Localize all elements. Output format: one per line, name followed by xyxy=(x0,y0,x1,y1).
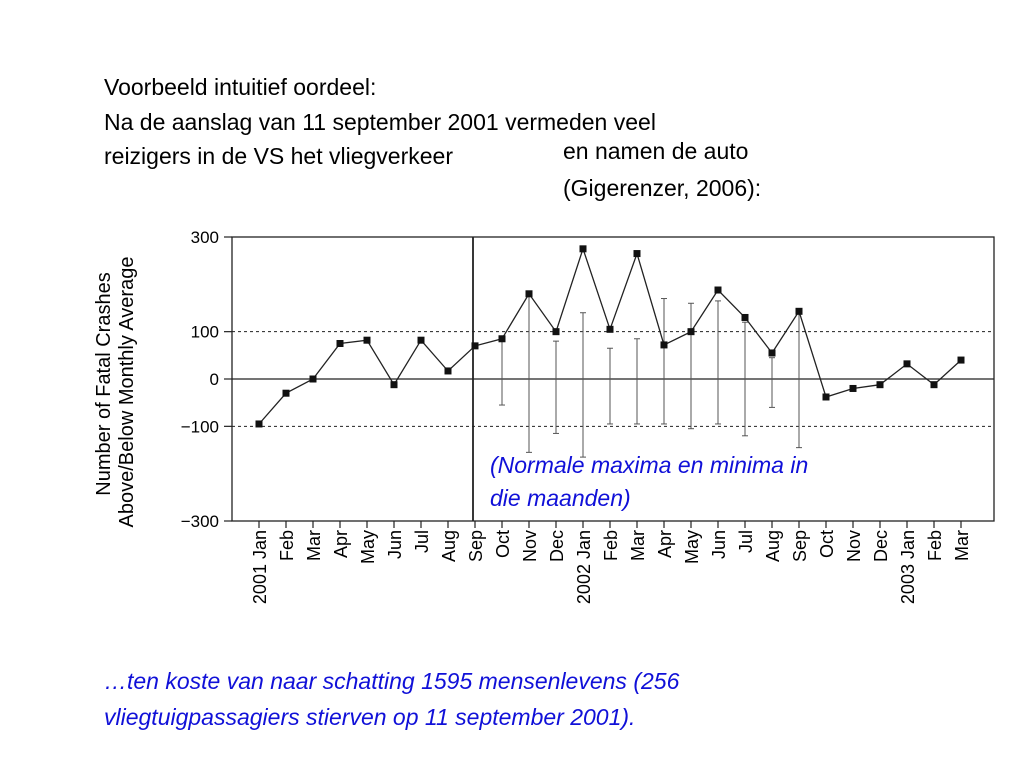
data-point xyxy=(580,245,587,252)
annotation-line-1: (Normale maxima en minima in xyxy=(490,452,809,478)
data-point xyxy=(769,349,776,356)
x-tick-label: Sep xyxy=(790,530,810,563)
data-point xyxy=(445,367,452,374)
x-tick-label: Dec xyxy=(871,530,891,563)
x-tick-label: May xyxy=(358,530,378,565)
error-bar xyxy=(715,301,721,424)
intro-line-3: reizigers in de VS het vliegverkeer xyxy=(104,143,453,169)
data-point xyxy=(850,385,857,392)
error-bar-layer xyxy=(499,296,802,457)
x-tick-label: Feb xyxy=(601,530,621,562)
data-point xyxy=(796,308,803,315)
data-point xyxy=(742,314,749,321)
data-point xyxy=(337,340,344,347)
footer-line-2: vliegtuigpassagiers stierven op 11 september 2001). xyxy=(104,704,636,730)
error-bar xyxy=(607,348,613,424)
data-point xyxy=(553,328,560,335)
x-tick-label: Jun xyxy=(709,530,729,560)
footer-line-1: …ten koste van naar schatting 1595 mensenlevens (256 xyxy=(104,668,680,694)
data-point xyxy=(661,341,668,348)
data-point xyxy=(688,328,695,335)
intro-line-5: (Gigerenzer, 2006): xyxy=(563,175,762,201)
data-point xyxy=(472,342,479,349)
x-tick-layer xyxy=(250,521,972,604)
x-tick-label: Feb xyxy=(277,530,297,562)
data-point xyxy=(904,360,911,367)
data-point xyxy=(931,381,938,388)
annotation-line-2: die maanden) xyxy=(490,485,631,511)
y-axis-label-line-2: Above/Below Monthly Average xyxy=(116,256,138,528)
error-bar xyxy=(634,339,640,424)
intro-line-1: Voorbeeld intuitief oordeel: xyxy=(104,74,377,100)
data-point xyxy=(958,357,965,364)
y-tick-label: 0 xyxy=(209,370,219,389)
error-bar xyxy=(526,296,532,452)
x-tick-label: Oct xyxy=(817,530,837,559)
x-tick-label: Mar xyxy=(952,530,972,561)
x-tick-label: Nov xyxy=(520,530,540,563)
x-tick-label: 2001 Jan xyxy=(250,530,270,605)
x-tick-label: May xyxy=(682,530,702,565)
x-tick-label: Apr xyxy=(655,530,675,559)
data-point xyxy=(391,381,398,388)
error-bar xyxy=(688,303,694,428)
data-point xyxy=(256,420,263,427)
data-point xyxy=(715,287,722,294)
x-tick-label: 2003 Jan xyxy=(898,530,918,605)
intro-line-4: en namen de auto xyxy=(563,138,749,164)
x-tick-label: Aug xyxy=(439,530,459,563)
x-tick-label: Jul xyxy=(736,530,756,554)
y-axis-label-line-1: Number of Fatal Crashes xyxy=(93,272,115,496)
grid-layer xyxy=(232,237,994,521)
x-tick-label: Sep xyxy=(466,530,486,563)
error-bar xyxy=(499,339,505,405)
data-point xyxy=(526,290,533,297)
y-tick-label: 300 xyxy=(190,228,219,247)
data-point xyxy=(634,250,641,257)
data-point xyxy=(607,326,614,333)
x-tick-label: Nov xyxy=(844,530,864,563)
error-bar xyxy=(553,341,559,433)
error-bar xyxy=(769,358,775,408)
data-point xyxy=(499,335,506,342)
x-tick-label: Apr xyxy=(331,530,351,559)
x-tick-label: Oct xyxy=(493,530,513,559)
data-point xyxy=(364,337,371,344)
data-point xyxy=(877,381,884,388)
x-tick-label: Dec xyxy=(547,530,567,563)
x-tick-label: Jul xyxy=(412,530,432,554)
x-tick-label: Mar xyxy=(628,530,648,561)
y-tick-label: 100 xyxy=(190,322,219,342)
data-point xyxy=(418,337,425,344)
y-tick-label: −100 xyxy=(180,417,219,437)
data-point xyxy=(283,390,290,397)
data-point xyxy=(310,376,317,383)
x-tick-label: Aug xyxy=(763,530,783,563)
error-bar xyxy=(661,299,667,424)
intro-line-2: Na de aanslag van 11 september 2001 vermeden veel xyxy=(104,109,656,135)
x-tick-label: Jun xyxy=(385,530,405,560)
x-tick-label: Feb xyxy=(925,530,945,562)
data-point xyxy=(823,393,830,400)
x-tick-label: 2002 Jan xyxy=(574,530,594,605)
y-tick-layer xyxy=(181,228,232,531)
error-bar xyxy=(580,313,586,457)
y-tick-label: −300 xyxy=(180,512,219,531)
x-tick-label: Mar xyxy=(304,530,324,561)
